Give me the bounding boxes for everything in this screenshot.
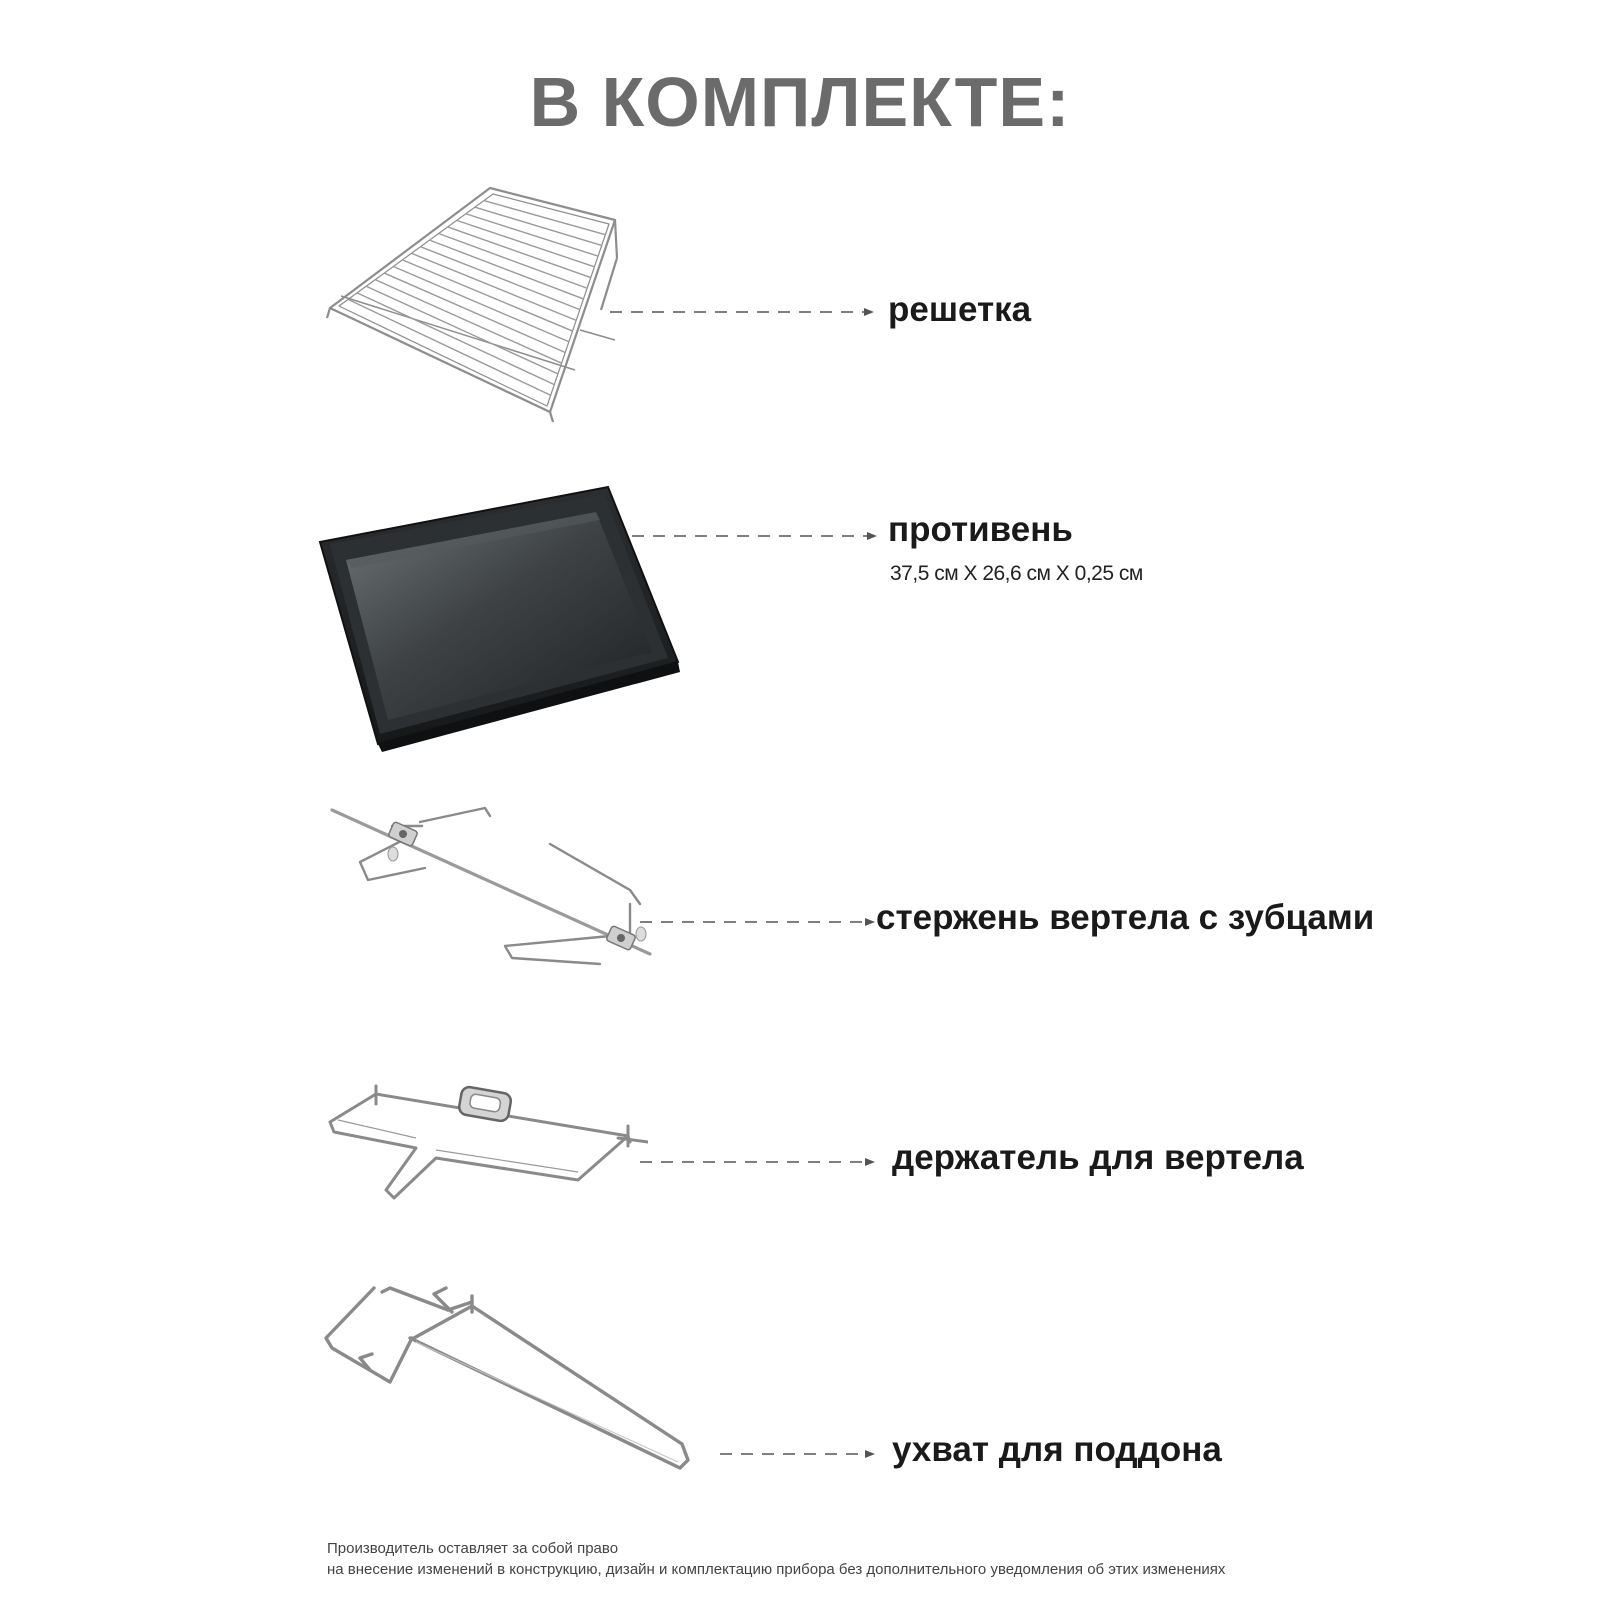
- disclaimer: [327, 1538, 1225, 1580]
- rack-bar: [475, 207, 602, 245]
- rack-bar: [439, 234, 587, 289]
- leader-line-1: [610, 306, 880, 318]
- tray-handle-icon: [322, 1282, 722, 1482]
- rack-bar: [402, 260, 572, 331]
- spit-holder-icon: [328, 1080, 648, 1210]
- page-title: В КОМПЛЕКТЕ:: [529, 63, 1071, 141]
- wire-rack-icon: [325, 180, 635, 430]
- disclaimer-line-2: на внесение изменений в конструкцию, дизайн и комплектацию прибора без дополнительного уведомления об этих изменениях: [327, 1561, 1226, 1578]
- rack-bar: [348, 299, 551, 395]
- baking-tray-icon: [318, 482, 696, 752]
- rack-bar: [466, 214, 598, 256]
- item-label-rack: решетка: [888, 290, 1032, 329]
- rack-bar: [375, 280, 561, 364]
- rack-bar: [366, 286, 558, 374]
- leader-line-4: [640, 1156, 880, 1168]
- leader-line-2: [632, 530, 882, 542]
- disclaimer-line-1: Производитель оставляет за собой право: [327, 1540, 619, 1557]
- item-label-spit: стержень вертела с зубцами: [876, 898, 1375, 937]
- rack-bar: [393, 266, 569, 341]
- leader-line-3: [640, 916, 880, 928]
- item-dimensions-tray: 37,5 см X 26,6 см X 0,25 см: [890, 562, 1143, 585]
- leader-line-5: [720, 1448, 880, 1460]
- item-label-tray: противень: [888, 510, 1073, 549]
- rack-bar: [484, 201, 605, 235]
- rack-bar: [457, 220, 595, 266]
- rotisserie-spit-icon: [330, 806, 660, 1006]
- rack-bar: [357, 293, 554, 385]
- item-label-holder: держатель для вертела: [892, 1138, 1304, 1177]
- rack-bar: [448, 227, 591, 278]
- item-label-handle: ухват для поддона: [892, 1430, 1222, 1469]
